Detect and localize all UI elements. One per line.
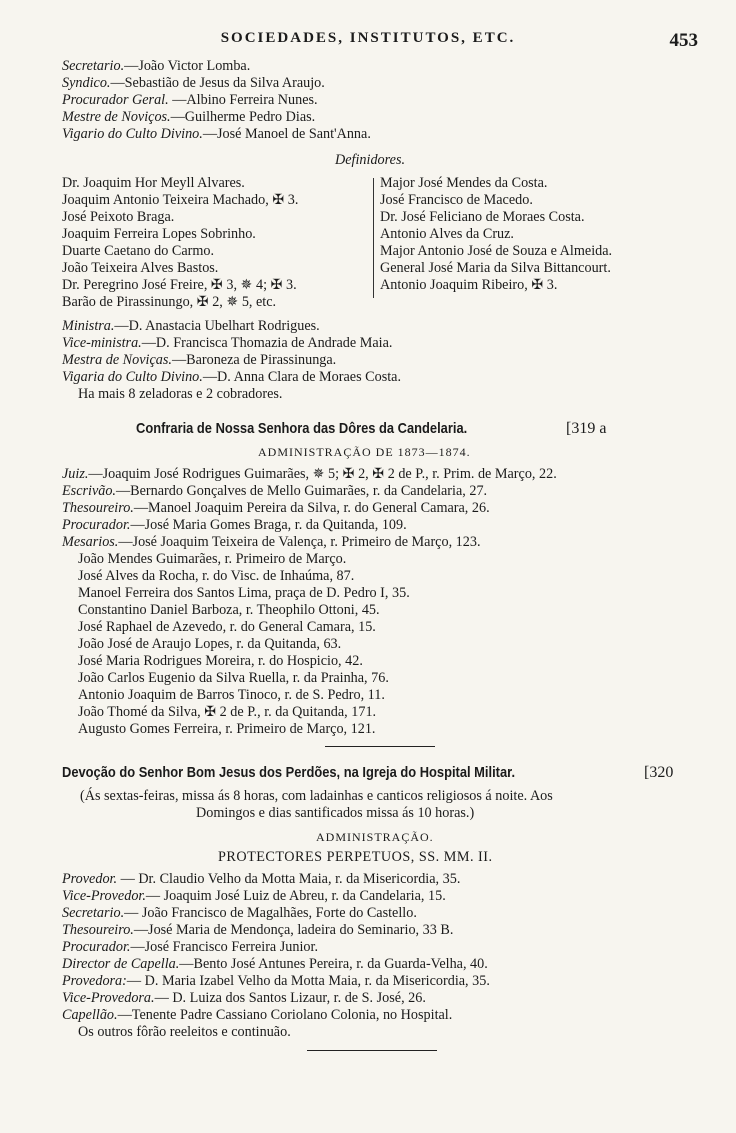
- officer-line: Juiz.—Joaquim José Rodrigues Guimarães, ✵ 5; ✠ 2, ✠ 2 de P., r. Prim. de Março, 22.: [62, 466, 557, 482]
- officer-line: Secretario.— João Francisco de Magalhães, Forte do Castello.: [62, 905, 417, 921]
- section-subheading: ADMINISTRAÇÃO DE 1873—1874.: [258, 445, 471, 459]
- officer-line: Mesarios.—José Joaquim Teixeira de Valença, r. Primeiro de Março, 123.: [62, 534, 481, 550]
- mesario-line: Augusto Gomes Ferreira, r. Primeiro de Março, 121.: [78, 721, 376, 737]
- definidor-right: Major José Mendes da Costa.: [380, 175, 548, 191]
- officer-line: Syndico.—Sebastião de Jesus da Silva Araujo.: [62, 75, 325, 91]
- note-line: (Ás sextas-feiras, missa ás 8 horas, com ladainhas e canticos religiosos á noite. Aos: [80, 788, 553, 804]
- section-heading: Confraria de Nossa Senhora das Dôres da Candelaria.: [136, 420, 468, 437]
- definidor-left: João Teixeira Alves Bastos.: [62, 260, 219, 276]
- section-rule: [325, 746, 435, 747]
- definidor-right: General José Maria da Silva Bittancourt.: [380, 260, 611, 276]
- closing-rule: [307, 1050, 437, 1051]
- admin-heading: ADMINISTRAÇÃO.: [316, 830, 434, 844]
- officer-line: Director de Capella.—Bento José Antunes Pereira, r. da Guarda-Velha, 40.: [62, 956, 488, 972]
- officer-line: Escrivão.—Bernardo Gonçalves de Mello Guimarães, r. da Candelaria, 27.: [62, 483, 488, 499]
- officer-line: Vigario do Culto Divino.—José Manoel de Sant'Anna.: [62, 126, 371, 142]
- note-line: Os outros fôrão reeleitos e continuão.: [78, 1024, 291, 1040]
- officer-line: Thesoureiro.—José Maria de Mendonça, ladeira do Seminario, 33 B.: [62, 922, 454, 938]
- definidor-right: Antonio Joaquim Ribeiro, ✠ 3.: [380, 277, 558, 293]
- note-line: Ha mais 8 zeladoras e 2 cobradores.: [78, 386, 283, 402]
- officer-line: Thesoureiro.—Manoel Joaquim Pereira da Silva, r. do General Camara, 26.: [62, 500, 490, 516]
- running-header: SOCIEDADES, INSTITUTOS, ETC.: [220, 30, 516, 46]
- definidor-left: Dr. Peregrino José Freire, ✠ 3, ✵ 4; ✠ 3.: [62, 277, 297, 293]
- column-divider: [373, 178, 374, 298]
- definidor-right: José Francisco de Macedo.: [380, 192, 533, 208]
- mesario-line: João José de Araujo Lopes, r. da Quitanda, 63.: [78, 636, 342, 652]
- officer-line: Vice-ministra.—D. Francisca Thomazia de Andrade Maia.: [62, 335, 393, 351]
- definidor-left: Duarte Caetano do Carmo.: [62, 243, 215, 259]
- mesario-line: José Raphael de Azevedo, r. do General Camara, 15.: [78, 619, 376, 635]
- officer-line: Mestre de Noviços.—Guilherme Pedro Dias.: [62, 109, 316, 125]
- mesario-line: João Mendes Guimarães, r. Primeiro de Março.: [78, 551, 347, 567]
- mesario-line: João Thomé da Silva, ✠ 2 de P., r. da Quitanda, 171.: [78, 704, 377, 720]
- definidor-left: Dr. Joaquim Hor Meyll Alvares.: [62, 175, 245, 191]
- officer-line: Secretario.—João Victor Lomba.: [62, 58, 251, 74]
- officer-line: Procurador Geral. —Albino Ferreira Nunes.: [62, 92, 318, 108]
- definidor-left: José Peixoto Braga.: [62, 209, 175, 225]
- officer-line: Capellão.—Tenente Padre Cassiano Coriolano Colonia, no Hospital.: [62, 1007, 453, 1023]
- mesario-line: José Alves da Rocha, r. do Visc. de Inhaúma, 87.: [78, 568, 355, 584]
- protectors-heading: PROTECTORES PERPETUOS, SS. MM. II.: [218, 849, 493, 865]
- note-line: Domingos e dias santificados missa ás 10 horas.): [196, 805, 475, 821]
- officer-line: Provedor. — Dr. Claudio Velho da Motta Maia, r. da Misericordia, 35.: [62, 871, 461, 887]
- definidor-right: Major Antonio José de Souza e Almeida.: [380, 243, 613, 259]
- officer-line: Vigaria do Culto Divino.—D. Anna Clara de Moraes Costa.: [62, 369, 402, 385]
- definidor-left: Joaquim Ferreira Lopes Sobrinho.: [62, 226, 256, 242]
- definidor-right: Antonio Alves da Cruz.: [380, 226, 514, 242]
- officer-line: Vice-Provedor.— Joaquim José Luiz de Abreu, r. da Candelaria, 15.: [62, 888, 446, 904]
- officer-line: Mestra de Noviças.—Baroneza de Pirassinunga.: [62, 352, 337, 368]
- definidores-title: Definidores.: [335, 152, 406, 168]
- section-ref: [320: [644, 764, 674, 781]
- officer-line: Ministra.—D. Anastacia Ubelhart Rodrigues.: [62, 318, 320, 334]
- mesario-line: Antonio Joaquim de Barros Tinoco, r. de S. Pedro, 11.: [78, 687, 385, 703]
- officer-line: Provedora:— D. Maria Izabel Velho da Motta Maia, r. da Misericordia, 35.: [62, 973, 490, 989]
- mesario-line: João Carlos Eugenio da Silva Ruella, r. da Prainha, 76.: [78, 670, 389, 686]
- definidor-right: Dr. José Feliciano de Moraes Costa.: [380, 209, 585, 225]
- definidor-left: Barão de Pirassinungo, ✠ 2, ✵ 5, etc.: [62, 294, 277, 310]
- mesario-line: Manoel Ferreira dos Santos Lima, praça de D. Pedro I, 35.: [78, 585, 410, 601]
- section-ref: [319 a: [566, 420, 607, 437]
- definidor-left: Joaquim Antonio Teixeira Machado, ✠ 3.: [62, 192, 299, 208]
- mesario-line: José Maria Rodrigues Moreira, r. do Hospicio, 42.: [78, 653, 363, 669]
- section-heading: Devoção do Senhor Bom Jesus dos Perdões, na Igreja do Hospital Militar.: [62, 764, 516, 781]
- mesario-line: Constantino Daniel Barboza, r. Theophilo Ottoni, 45.: [78, 602, 380, 618]
- officer-line: Procurador.—José Maria Gomes Braga, r. da Quitanda, 109.: [62, 517, 407, 533]
- page-number: 453: [669, 30, 698, 51]
- officer-line: Vice-Provedora.— D. Luiza dos Santos Lizaur, r. de S. José, 26.: [62, 990, 426, 1006]
- officer-line: Procurador.—José Francisco Ferreira Junior.: [62, 939, 319, 955]
